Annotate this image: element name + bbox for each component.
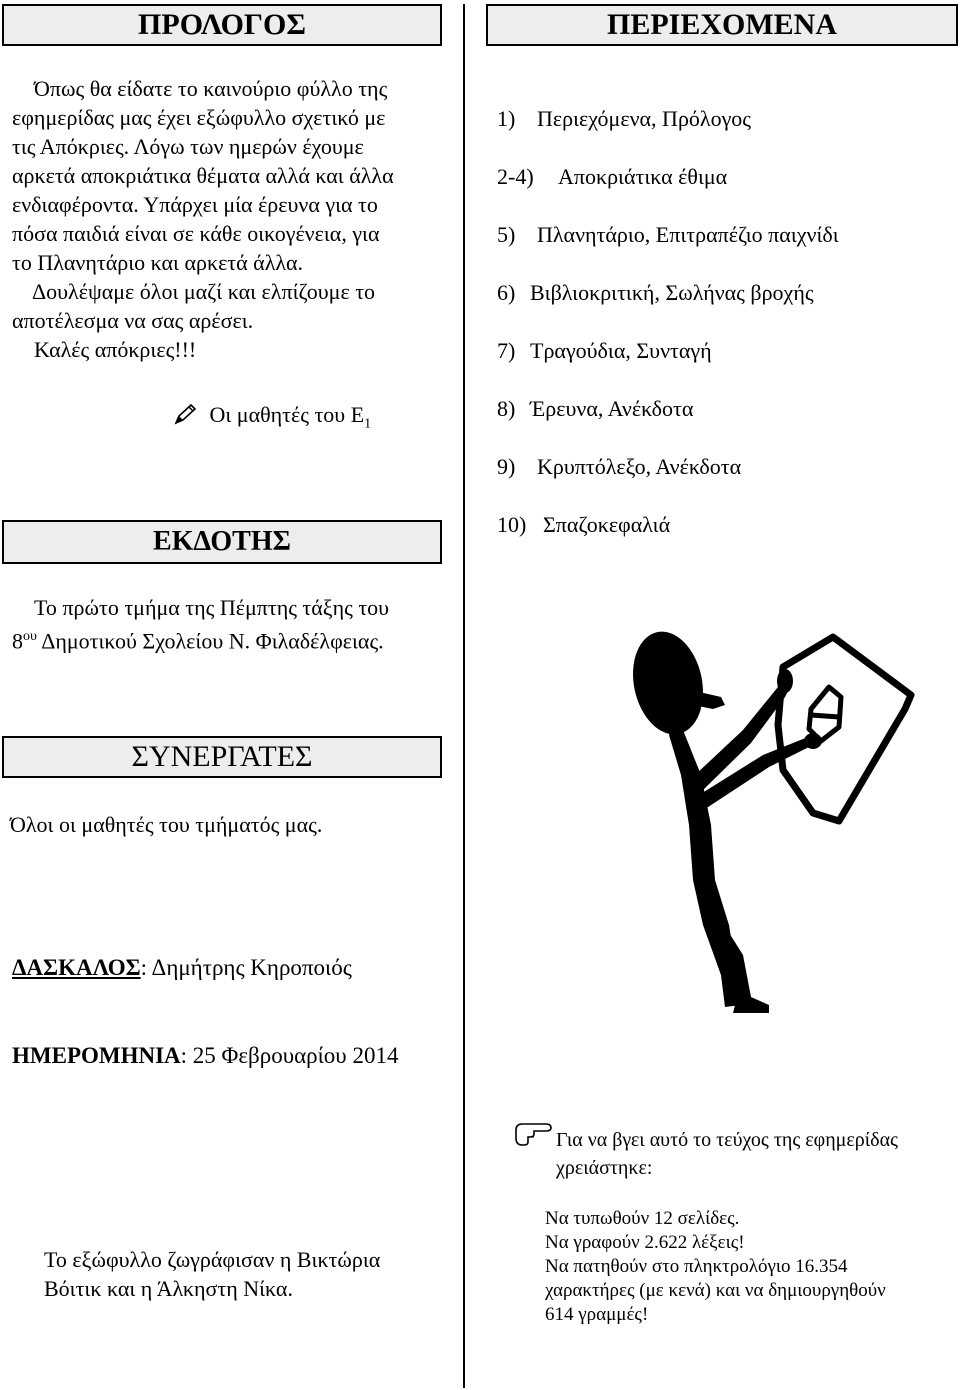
publisher-number: 8: [12, 628, 23, 654]
toc-item: [497, 338, 712, 364]
teacher-name: : Δημήτρης Κηροποιός: [140, 955, 352, 980]
column-divider: [463, 4, 465, 1388]
stats-line: χαρακτήρες (με κενά) και να δημιουργηθούν: [545, 1280, 886, 1301]
prologue-line: Όπως θα είδατε το καινούριο φύλλο της: [34, 76, 388, 101]
toc-num: 9): [497, 454, 516, 479]
toc-text: Περιεχόμενα, Πρόλογος: [537, 106, 752, 131]
toc-num: 10): [497, 512, 527, 537]
signature-text: Οι μαθητές του Ε: [209, 402, 365, 427]
prologue-line: εφημερίδας μας έχει εξώφυλλο σχετικό με: [12, 105, 386, 130]
stick-figure-holding-sign-icon: [633, 625, 933, 1020]
toc-item: [497, 280, 814, 306]
toc-item: [497, 164, 727, 190]
toc-item: [497, 396, 693, 422]
figure-hand: [777, 669, 793, 693]
stats-line: Να γραφούν 2.622 λέξεις!: [545, 1232, 745, 1253]
publisher-title: ΕΚΔΟΤΗΣ: [153, 526, 291, 557]
toc-title: ΠΕΡΙΕΧΟΜΕΝΑ: [606, 8, 837, 41]
prologue-line: αρκετά αποκριάτικα θέματα αλλά και άλλα: [12, 163, 394, 188]
prologue-line: αποτέλεσμα να σας αρέσει.: [12, 308, 254, 333]
cover-line: Βόιτικ και η Άλκηστη Νίκα.: [44, 1276, 293, 1301]
publisher-title-box: [2, 520, 442, 564]
toc-num: 2-4): [497, 164, 534, 189]
toc-text: Κρυπτόλεξο, Ανέκδοτα: [537, 454, 742, 479]
toc-num: 6): [497, 280, 516, 305]
stats-intro: [556, 1126, 898, 1182]
date-line: [12, 1043, 398, 1069]
figure-hand: [804, 733, 822, 749]
teacher-label: ΔΑΣΚΑΛΟΣ: [12, 955, 141, 980]
toc-title-box: [486, 4, 958, 46]
toc-num: 8): [497, 396, 516, 421]
toc-item: [497, 222, 839, 248]
prologue-line: τις Απόκριες. Λόγω των ημερών έχουμε: [12, 134, 364, 159]
date-label: ΗΜΕΡΟΜΗΝΙΑ: [12, 1043, 181, 1068]
stats-line: 614 γραμμές!: [545, 1304, 649, 1325]
toc-num: 5): [497, 222, 516, 247]
prologue-line: ενδιαφέροντα. Υπάρχει μία έρευνα για το: [12, 192, 378, 217]
stats-intro-line: Για να βγει αυτό το τεύχος της εφημερίδας: [556, 1129, 898, 1151]
toc-text: Έρευνα, Ανέκδοτα: [530, 396, 694, 421]
prologue-line: το Πλανητάριο και αρκετά άλλα.: [12, 250, 304, 275]
toc-item: [497, 512, 670, 538]
toc-item: [497, 454, 741, 480]
publisher-superscript: ου: [23, 629, 37, 644]
cover-credits: [44, 1245, 380, 1303]
prologue-text: [12, 74, 452, 364]
cover-line: Το εξώφυλλο ζωγράφισαν η Βικτώρια: [44, 1247, 381, 1272]
stats-list: [545, 1207, 886, 1327]
prologue-signature: [174, 402, 371, 432]
teacher-line: [12, 955, 352, 981]
collaborators-title-box: [2, 736, 442, 778]
prologue-line: Δουλέψαμε όλοι μαζί και ελπίζουμε το: [32, 279, 376, 304]
toc-text: Αποκριάτικα έθιμα: [558, 164, 728, 189]
prologue-title-box: [2, 4, 442, 46]
collaborators-title: ΣΥΝΕΡΓΑΤΕΣ: [131, 740, 313, 773]
prologue-title: ΠΡΟΛΟΓΟΣ: [138, 8, 306, 41]
toc-text: Πλανητάριο, Επιτραπέζιο παιχνίδι: [537, 222, 839, 247]
sign-symbol-bar: [811, 715, 839, 717]
publisher-line: [12, 622, 462, 655]
toc-item: [497, 106, 751, 132]
publisher-school: Δημοτικού Σχολείου Ν. Φιλαδέλφειας.: [36, 628, 384, 654]
stats-line: Να πατηθούν στο πληκτρολόγιο 16.354: [545, 1256, 848, 1277]
stats-intro-line: χρειάστηκε:: [556, 1157, 653, 1179]
sign-outline: [778, 637, 911, 821]
publisher-line: Το πρώτο τμήμα της Πέμπτης τάξης του: [34, 595, 390, 620]
signature-subscript: 1: [364, 416, 372, 432]
prologue-line: Καλές απόκριες!!!: [34, 337, 197, 362]
pencil-icon: [174, 403, 198, 425]
prologue-line: πόσα παιδιά είναι σε κάθε οικογένεια, για: [12, 221, 380, 246]
toc-text: Σπαζοκεφαλιά: [543, 512, 671, 537]
collaborators-text: Όλοι οι μαθητές του τμήματός μας.: [10, 812, 323, 837]
pointing-hand-icon: [514, 1118, 554, 1152]
toc-text: Τραγούδια, Συνταγή: [530, 338, 712, 363]
publisher-text: [12, 593, 462, 655]
toc-text: Βιβλιοκριτική, Σωλήνας βροχής: [530, 280, 814, 305]
figure-head: [633, 625, 712, 741]
stats-line: Να τυπωθούν 12 σελίδες.: [545, 1208, 740, 1229]
toc-num: 1): [497, 106, 516, 131]
date-value: : 25 Φεβρουαρίου 2014: [180, 1043, 399, 1068]
toc-num: 7): [497, 338, 516, 363]
